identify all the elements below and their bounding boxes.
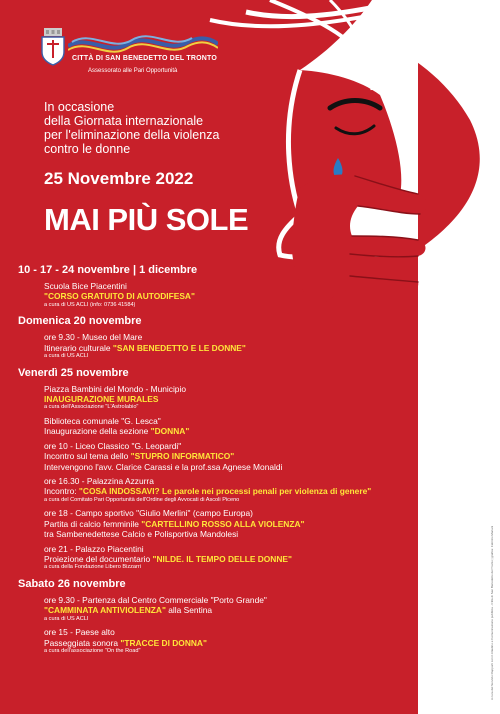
event-organizer: a cura della Fondazione Libero Bizzarri — [44, 564, 142, 571]
event-time: ore 16.30 - Palazzina Azzurra — [44, 475, 154, 486]
event-organizer: a cura del Comitato Pari Opportunità dell'Ordine degli Avvocati di Ascoli Piceno — [44, 496, 240, 503]
event-description — [44, 519, 458, 529]
department-name: Assessorato alle Pari Opportunità — [88, 68, 178, 74]
event-text: Passeggiata sonora — [44, 637, 121, 648]
intro-line: per l'eliminazione della violenza — [44, 128, 220, 142]
event-description — [44, 451, 458, 461]
event-text: Inaugurazione della sezione — [44, 426, 151, 437]
event-self-defense — [44, 281, 458, 309]
event-organizer: a cura di US ACLI (info: 0736 41584) — [44, 301, 136, 308]
event-highlight: "NILDE. IL TEMPO DELLE DONNE" — [152, 553, 292, 564]
event-teams: tra Sambenedettese Calcio e Polisportiva Mandolesi — [44, 529, 239, 540]
intro-line: della Giornata internazionale — [44, 114, 204, 128]
event-organizer: a cura dell'associazione "On the Road" — [44, 647, 141, 654]
event-date: 25 Novembre 2022 — [44, 169, 194, 188]
municipality-header — [38, 28, 238, 88]
day-heading: Sabato 26 novembre — [18, 577, 126, 590]
event-organizer: a cura dell'Associazione "L'Astrolabio" — [44, 404, 139, 411]
day-heading: Domenica 20 novembre — [18, 315, 142, 328]
event-highlight: "CORSO GRATUITO DI AUTODIFESA" — [44, 291, 195, 302]
day-heading: Venerdì 25 novembre — [18, 366, 129, 379]
event-highlight: "CARTELLINO ROSSO ALLA VIOLENZA" — [141, 518, 305, 529]
event-place: Piazza Bambini del Mondo - Municipio — [44, 383, 186, 394]
event-description — [44, 605, 458, 615]
event-palazzina — [44, 476, 458, 504]
intro-text — [44, 100, 294, 156]
event-cultural-itinerary — [44, 332, 458, 360]
event-text: Incontro sul tema dello — [44, 451, 131, 462]
event-highlight: INAUGURAZIONE MURALES — [44, 394, 159, 405]
event-description — [44, 638, 458, 648]
event-description — [44, 486, 458, 496]
event-highlight: "DONNA" — [150, 426, 190, 437]
event-library — [44, 416, 458, 437]
event-murals — [44, 384, 458, 412]
event-description — [44, 426, 458, 436]
event-time: ore 10 - Liceo Classico "G. Leopardi" — [44, 440, 182, 451]
side-credit-text: A cura del Servizio Rapporti con il cittadino e Comunicazione pubblica - Città di San Benedetto del Tronto | grafica: Fabrizio Mariani — [490, 525, 494, 700]
event-text: alla Sentina — [165, 605, 213, 616]
event-place: Biblioteca comunale "G. Lesca" — [44, 415, 161, 426]
event-highlight: "COSA INDOSSAVI? Le parole nei processi penali per violenza di genere" — [78, 486, 372, 497]
event-organizer: a cura di US ACLI — [44, 353, 89, 360]
intro-line: contro le donne — [44, 142, 131, 156]
event-text: Incontro: — [44, 486, 79, 497]
city-name: CITTÀ DI SAN BENEDETTO DEL TRONTO — [72, 55, 218, 62]
event-walk — [44, 595, 458, 623]
event-documentary — [44, 544, 458, 572]
event-time: ore 9.30 - Partenza dal Centro Commerciale "Porto Grande" — [44, 594, 267, 605]
event-liceo — [44, 441, 458, 472]
coat-of-arms-icon — [38, 28, 68, 66]
event-highlight: "CAMMINATA ANTIVIOLENZA" — [44, 605, 166, 616]
day-heading: 10 - 17 - 24 novembre | 1 dicembre — [18, 264, 198, 276]
event-highlight: "STUPRO INFORMATICO" — [130, 451, 235, 462]
side-credit — [490, 440, 496, 700]
page-title: MAI PIÙ SOLE — [44, 202, 249, 237]
event-description — [44, 343, 458, 353]
event-highlight: "SAN BENEDETTO E LE DONNE" — [112, 342, 246, 353]
event-time: ore 9.30 - Museo del Mare — [44, 332, 143, 343]
event-football — [44, 508, 458, 539]
event-description — [44, 554, 458, 564]
event-venue: Scuola Bice Piacentini — [44, 281, 127, 291]
event-time: ore 21 - Palazzo Piacentini — [44, 543, 144, 554]
event-highlight: "TRACCE DI DONNA" — [120, 637, 207, 648]
event-time: ore 15 - Paese alto — [44, 627, 115, 638]
event-text: Proiezione del documentario — [44, 553, 153, 564]
event-text: Partita di calcio femminile — [44, 518, 142, 529]
program-schedule — [18, 264, 458, 655]
intro-line: In occasione — [44, 100, 115, 114]
event-sound-walk — [44, 627, 458, 655]
event-organizer: a cura di US ACLI — [44, 615, 89, 622]
event-text: Itinerario culturale — [44, 342, 113, 353]
event-time: ore 18 - Campo sportivo "Giulio Merlini" (campo Europa) — [44, 508, 253, 519]
event-speakers: Intervengono l'avv. Clarice Carassi e la prof.ssa Agnese Monaldi — [44, 461, 283, 472]
